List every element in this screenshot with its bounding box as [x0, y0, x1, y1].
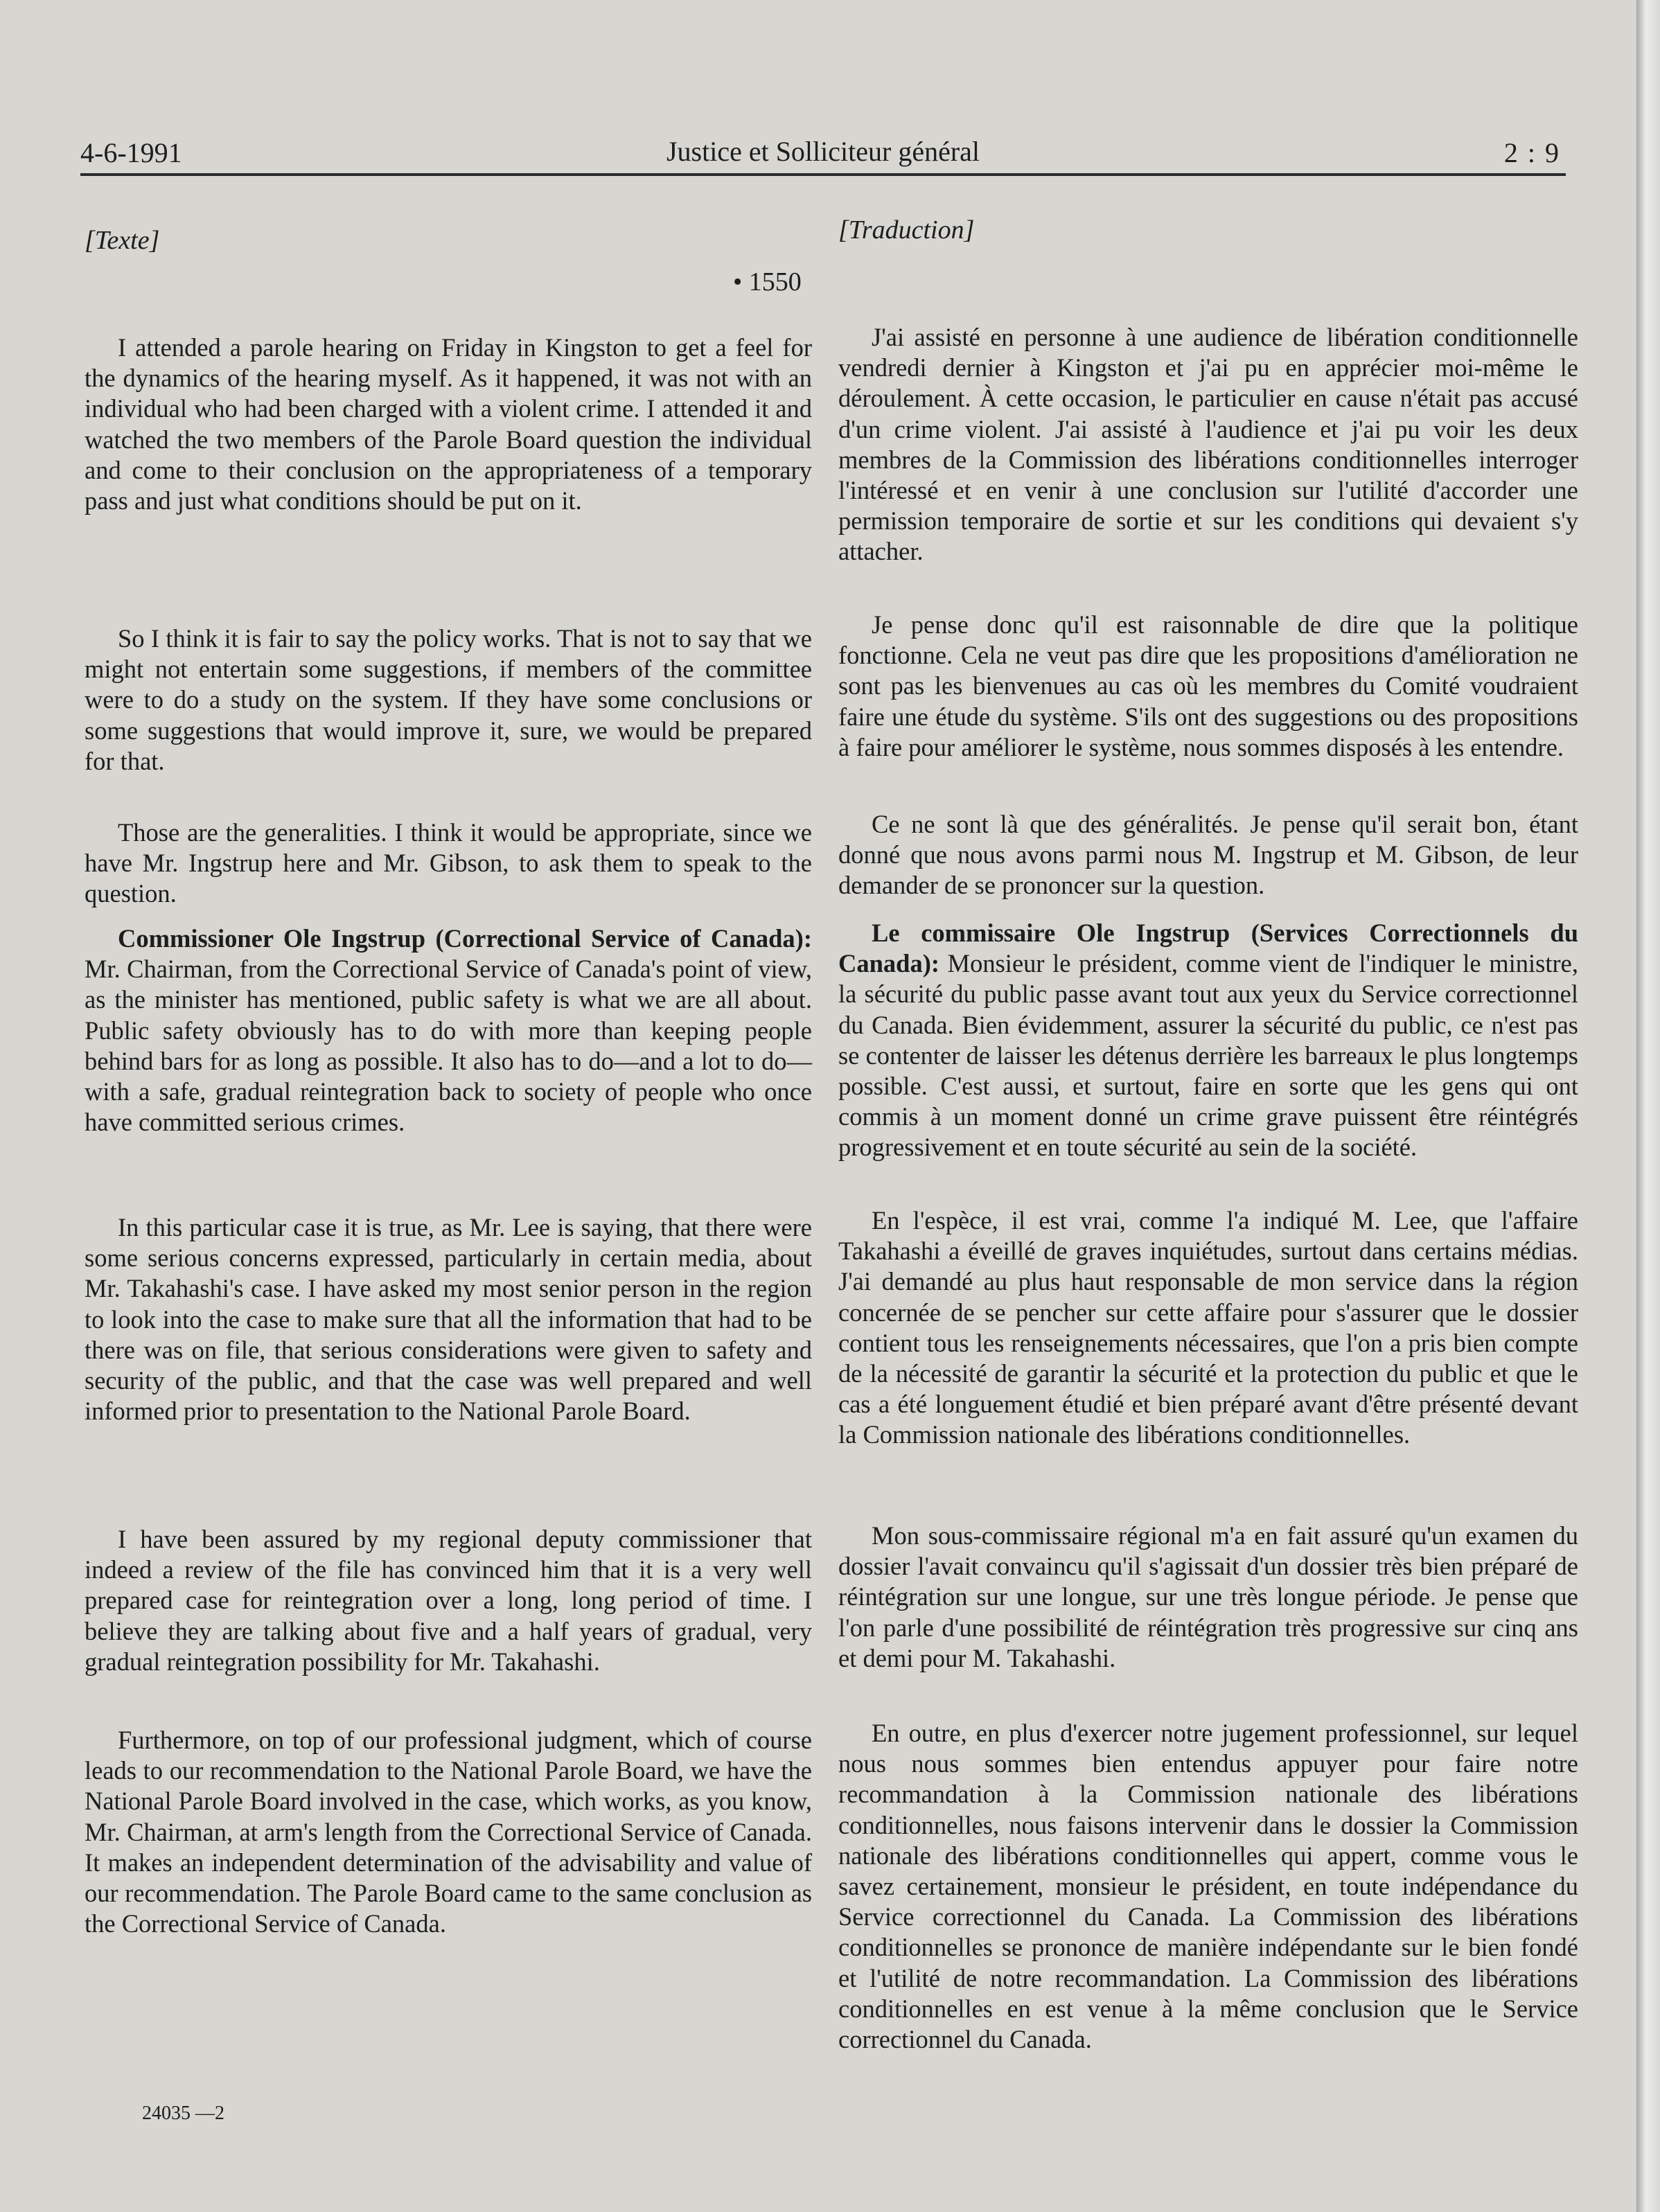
right-paragraph-3: Ce ne sont là que des généralités. Je pense qu'il serait bon, étant donné que nous avons parmi nous M. Ingstrup et M. Gibson, de leur demander de se prononcer sur la question.: [838, 810, 1578, 900]
left-paragraph-3: Those are the generalities. I think it would be appropriate, since we have Mr. Ingstrup here and Mr. Gibson, to ask them to speak to the question.: [85, 818, 812, 908]
left-paragraph-7: Furthermore, on top of our professional judgment, which of course leads to our recommendation to the National Parole Board, we have the National Parole Board involved in the case, which works, as you know, Mr. Chairman, at arm's length from the Correctional Service of Canada. It makes an independent determination of the advisability and value of our recommendation. The Parole Board came to the same conclusion as the Correctional Service of Canada.: [85, 1726, 812, 1938]
right-paragraph-4: Le commissaire Ole Ingstrup (Services Correctionnels du Canada): Monsieur le président, comme vient de l'indiquer le ministre, la sécurité du public passe avant tout aux yeux du Service correctionnel du Canada. Bien évidemment, assurer la sécurité du public, ce n'est pas se contenter de laisser les détenus derrière les barreaux le plus longtemps possible. C'est aussi, et surtout, faire en sorte que les gens qui ont commis à un moment donné un crime grave puissent être réintégrés progressivement et en toute sécurité au sein de la société.: [838, 919, 1578, 1162]
page-footer-code: 24035 —2: [142, 2103, 224, 2124]
left-paragraph-4: Commissioner Ole Ingstrup (Correctional Service of Canada): Mr. Chairman, from the Correctional Service of Canada's point of view, as the minister has mentioned, public safety is what we are all about. Public safety obviously has to do with more than keeping people behind bars for as long as possible. It also has to do—and a lot to do—with a safe, gradual reintegration back to society of people who once have committed serious crimes.: [85, 924, 812, 1137]
speaker-name-fr: Le commissaire Ole Ingstrup (Services Correctionnels du Canada):: [838, 919, 1578, 978]
header-page-number: 2 : 9: [1503, 137, 1560, 168]
right-paragraph-1: J'ai assisté en personne à une audience de libération conditionnelle vendredi dernier à Kingston et j'ai pu en apprécier moi-même le déroulement. À cette occasion, le particulier en cause n'était pas accusé d'un crime violent. J'ai assisté à l'audience et j'ai pu voir les deux membres de la Commission des libérations conditionnelles interroger l'intéressé et en venir à une conclusion sur l'utilité d'accorder une permission temporaire de sortie et sur les conditions qui devaient s'y attacher.: [838, 323, 1578, 566]
right-paragraph-5: En l'espèce, il est vrai, comme l'a indiqué M. Lee, que l'affaire Takahashi a éveillé de graves inquiétudes, surtout dans certains médias. J'ai demandé au plus haut responsable de mon service dans la région concernée de se pencher sur cette affaire pour s'assurer que le dossier contient tous les renseignements nécessaires, que l'on a pris bien compte de la nécessité de garantir la sécurité et la protection du public et que le cas a été longuement étudié et bien préparé avant d'être présenté devant la Commission nationale des libérations conditionnelles.: [838, 1206, 1578, 1449]
header-date: 4-6-1991: [80, 137, 182, 168]
left-paragraph-6: I have been assured by my regional deputy commissioner that indeed a review of the file has convinced him that it is a very well prepared case for reintegration over a long, long period of time. I believe they are talking about five and a half years of gradual, very gradual reintegration possibility for Mr. Takahashi.: [85, 1525, 812, 1676]
header-title: Justice et Solliciteur général: [666, 136, 980, 167]
right-paragraph-7: En outre, en plus d'exercer notre jugement professionnel, sur lequel nous nous sommes bien entendus appuyer pour faire notre recommandation à la Commission nationale des libérations conditionnelles, nous faisons intervenir dans le dossier la Commission nationale des libérations conditionnelles qui appert, comme vous le savez certainement, monsieur le président, en toute indépendance du Service correctionnel du Canada. La Commission des libérations conditionnelles se prononce de manière indépendante sur le bien fondé et l'utilité de notre recommandation. La Commission des libérations conditionnelles en est venue à la même conclusion que le Service correctionnel du Canada.: [838, 1719, 1578, 2054]
left-paragraph-1: I attended a parole hearing on Friday in Kingston to get a feel for the dynamics of the hearing myself. As it happened, it was not with an individual who had been charged with a violent crime. I attended it and watched the two members of the Parole Board question the individual and come to their conclusion on the appropriateness of a temporary pass and just what conditions should be put on it.: [85, 333, 812, 515]
left-paragraph-2: So I think it is fair to say the policy works. That is not to say that we might not entertain some suggestions, if members of the committee were to do a study on the system. If they have some conclusions or some suggestions that would improve it, sure, we would be prepared for that.: [85, 624, 812, 775]
time-stamp: • 1550: [733, 267, 802, 297]
speaker-name: Commissioner Ole Ingstrup (Correctional Service of Canada):: [118, 924, 812, 953]
page-header: [80, 125, 1566, 176]
right-section-label: [Traduction]: [838, 215, 975, 245]
right-paragraph-6: Mon sous-commissaire régional m'a en fait assuré qu'un examen du dossier l'avait convaincu qu'il s'agissait d'un dossier très bien préparé de réintégration sur une longue, sur une très longue période. Je pense que l'on parle d'une possibilité de réintégration très progressive sur cinq ans et demi pour M. Takahashi.: [838, 1521, 1578, 1672]
left-paragraph-5: In this particular case it is true, as Mr. Lee is saying, that there were some serious concerns expressed, particularly in certain media, about Mr. Takahashi's case. I have asked my most senior person in the region to look into the case to make sure that all the information that had to be there was on file, that serious considerations were given to safety and security of the public, and that the case was well prepared and well informed prior to presentation to the National Parole Board.: [85, 1213, 812, 1426]
page-edge: [1636, 0, 1660, 2212]
right-paragraph-2: Je pense donc qu'il est raisonnable de dire que la politique fonctionne. Cela ne veut pas dire que les propositions d'amélioration ne sont pas les bienvenues au cas où les membres du Comité voudraient faire une étude du système. S'ils ont des suggestions ou des propositions à faire pour améliorer le système, nous sommes disposés à les entendre.: [838, 610, 1578, 761]
left-section-label: [Texte]: [85, 226, 160, 255]
